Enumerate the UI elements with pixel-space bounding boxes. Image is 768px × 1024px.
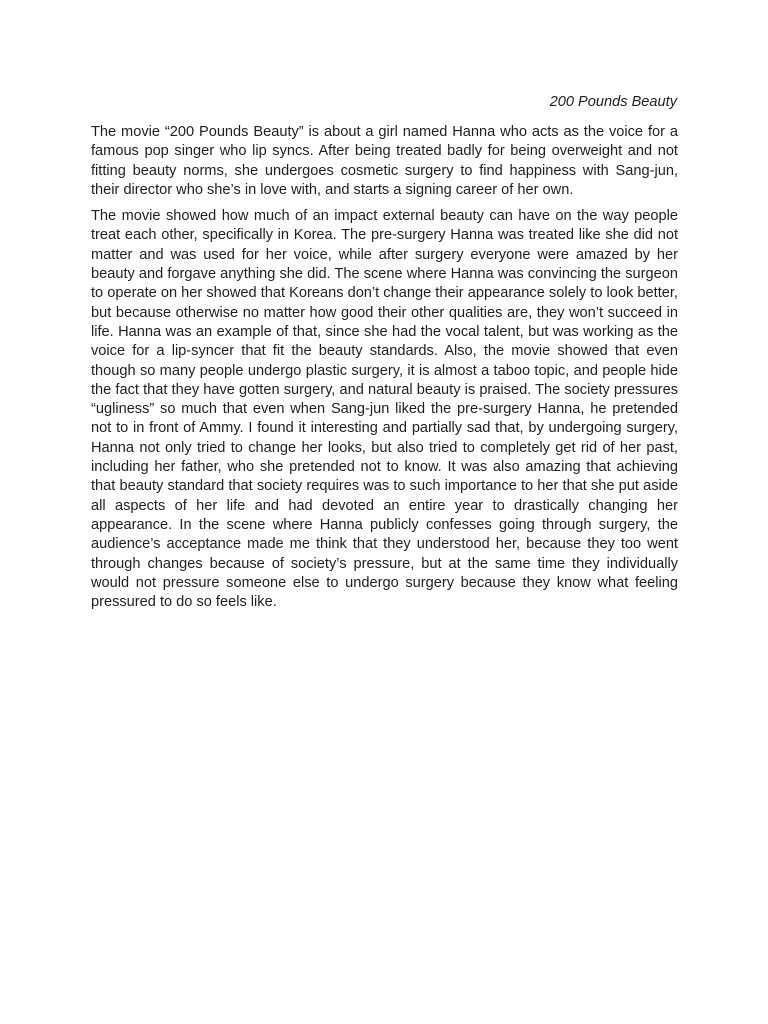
document-title: 200 Pounds Beauty — [549, 94, 677, 110]
paragraph-analysis: The movie showed how much of an impact external beauty can have on the way people treat each other, specifically in Korea. The pre-surgery Hanna was treated like she did not matter and was used for her voice, while after surgery everyone were amazed by her beauty and forgave anything she did. The scene where Hanna was convincing the surgeon to operate on her showed that Koreans don’t change their appearance solely to look better, but because otherwise no matter how good their other qualities are, they won’t succeed in life. Hanna was an example of that, since she had the vocal talent, but was working as the voice for a lip-syncer that fit the beauty standards. Also, the movie showed that even though so many people undergo plastic surgery, it is almost a taboo topic, and people hide the fact that they have gotten surgery, and natural beauty is praised. The society pressures “ugliness” so much that even when Sang-jun liked the pre-surgery Hanna, he pretended not to in front of Ammy. I found it interesting and partially sad that, by undergoing surgery, Hanna not only tried to change her looks, but also tried to completely get rid of her past, including her father, who she pretended not to know. It was also amazing that achieving that beauty standard that society requires was to such importance to her that she put aside all aspects of her life and had devoted an entire year to drastically changing her appearance. In the scene where Hanna publicly confesses going through surgery, the audience’s acceptance made me think that they understood her, because they too went through changes because of society’s pressure, but at the same time they individually would not pressure someone else to undergo surgery because they know what feeling pressured to do so feels like. — [91, 208, 678, 611]
paragraph-summary: The movie “200 Pounds Beauty” is about a girl named Hanna who acts as the voice for a famous pop singer who lip syncs. After being treated badly for being overweight and not fitting beauty norms, she undergoes cosmetic surgery to find happiness with Sang-jun, their director who she’s in love with, and starts a signing career of her own. — [91, 124, 678, 198]
document-body — [91, 123, 678, 619]
